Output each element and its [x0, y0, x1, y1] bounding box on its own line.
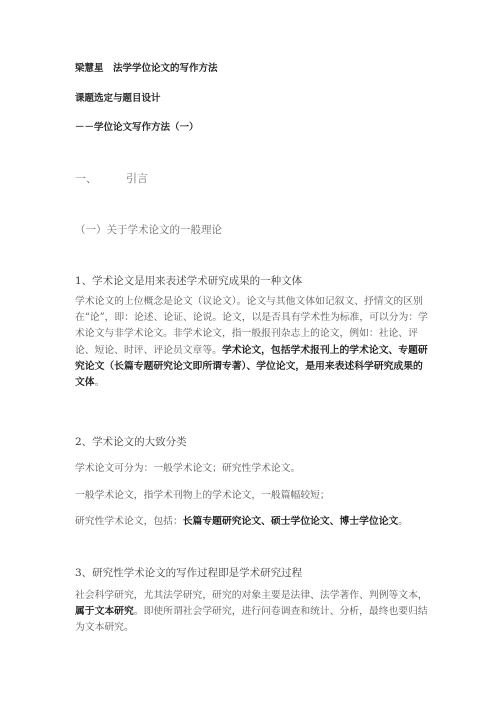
section-heading	[75, 170, 148, 186]
point-3-paragraph: 社会科学研究，尤其法学研究，研究的对象主要是法律、法学著作、判例等文本，属于文本研究。即使所谓社会学研究，进行问卷调查和统计、分析，最终也要归结为文本研究。	[75, 590, 428, 634]
doc-series-title: －－学位论文写作方法（一）	[75, 122, 199, 133]
subsection-heading: （一）关于学术论文的一般理论	[75, 224, 222, 236]
doc-subtitle: 课题选定与题目设计	[75, 93, 161, 104]
point-1-paragraph: 学术论文的上位概念是论文（议论文）。论文与其他文体如记叙文、抒情文的区别在“论”，即：论述、论证、论说。论文，以是否具有学术性为标准，可以分为：学术论文与非学术论文。非学术论文，指一般报刊杂志上的论文，例如：社论、评论、短论、时评、评论员文章等。学术论文，包括学术报刊上的学术论文、专题研究论文（长篇专题研究论文即所谓专著）、学位论文，是用来表述科学研究成果的文体。	[75, 296, 428, 389]
point-3-heading: 3、研究性学术论文的写作过程即是学术研究过程	[75, 567, 303, 579]
doc-title: 梁慧星 法学学位论文的写作方法	[75, 63, 218, 74]
emphasis-text: 长篇专题研究论文、硕士学位论文、博士学位论文	[182, 516, 399, 527]
point-2-line-1: 学术论文可分为：一般学术论文；研究性学术论文。	[75, 463, 301, 474]
point-2-heading: 2、学术论文的大致分类	[75, 436, 187, 448]
section-title: 引言	[126, 172, 148, 185]
point-2-line-3: 研究性学术论文，包括：长篇专题研究论文、硕士学位论文、博士学位论文。	[75, 516, 409, 527]
emphasis-text: 属于文本研究	[75, 606, 134, 618]
point-1-heading: 1、学术论文是用来表述学术研究成果的一种文体	[75, 275, 303, 287]
section-number: 一、	[75, 172, 97, 185]
point-2-line-2: 一般学术论文，指学术刊物上的学术论文，一般篇幅较短；	[75, 490, 330, 501]
emphasis-text: 学术论文，包括学术报刊上的学术论文、专题研究论文（长篇专题研究论文即所谓专著）、学位论文，是用来表述科学研究成果的文体	[75, 344, 428, 389]
